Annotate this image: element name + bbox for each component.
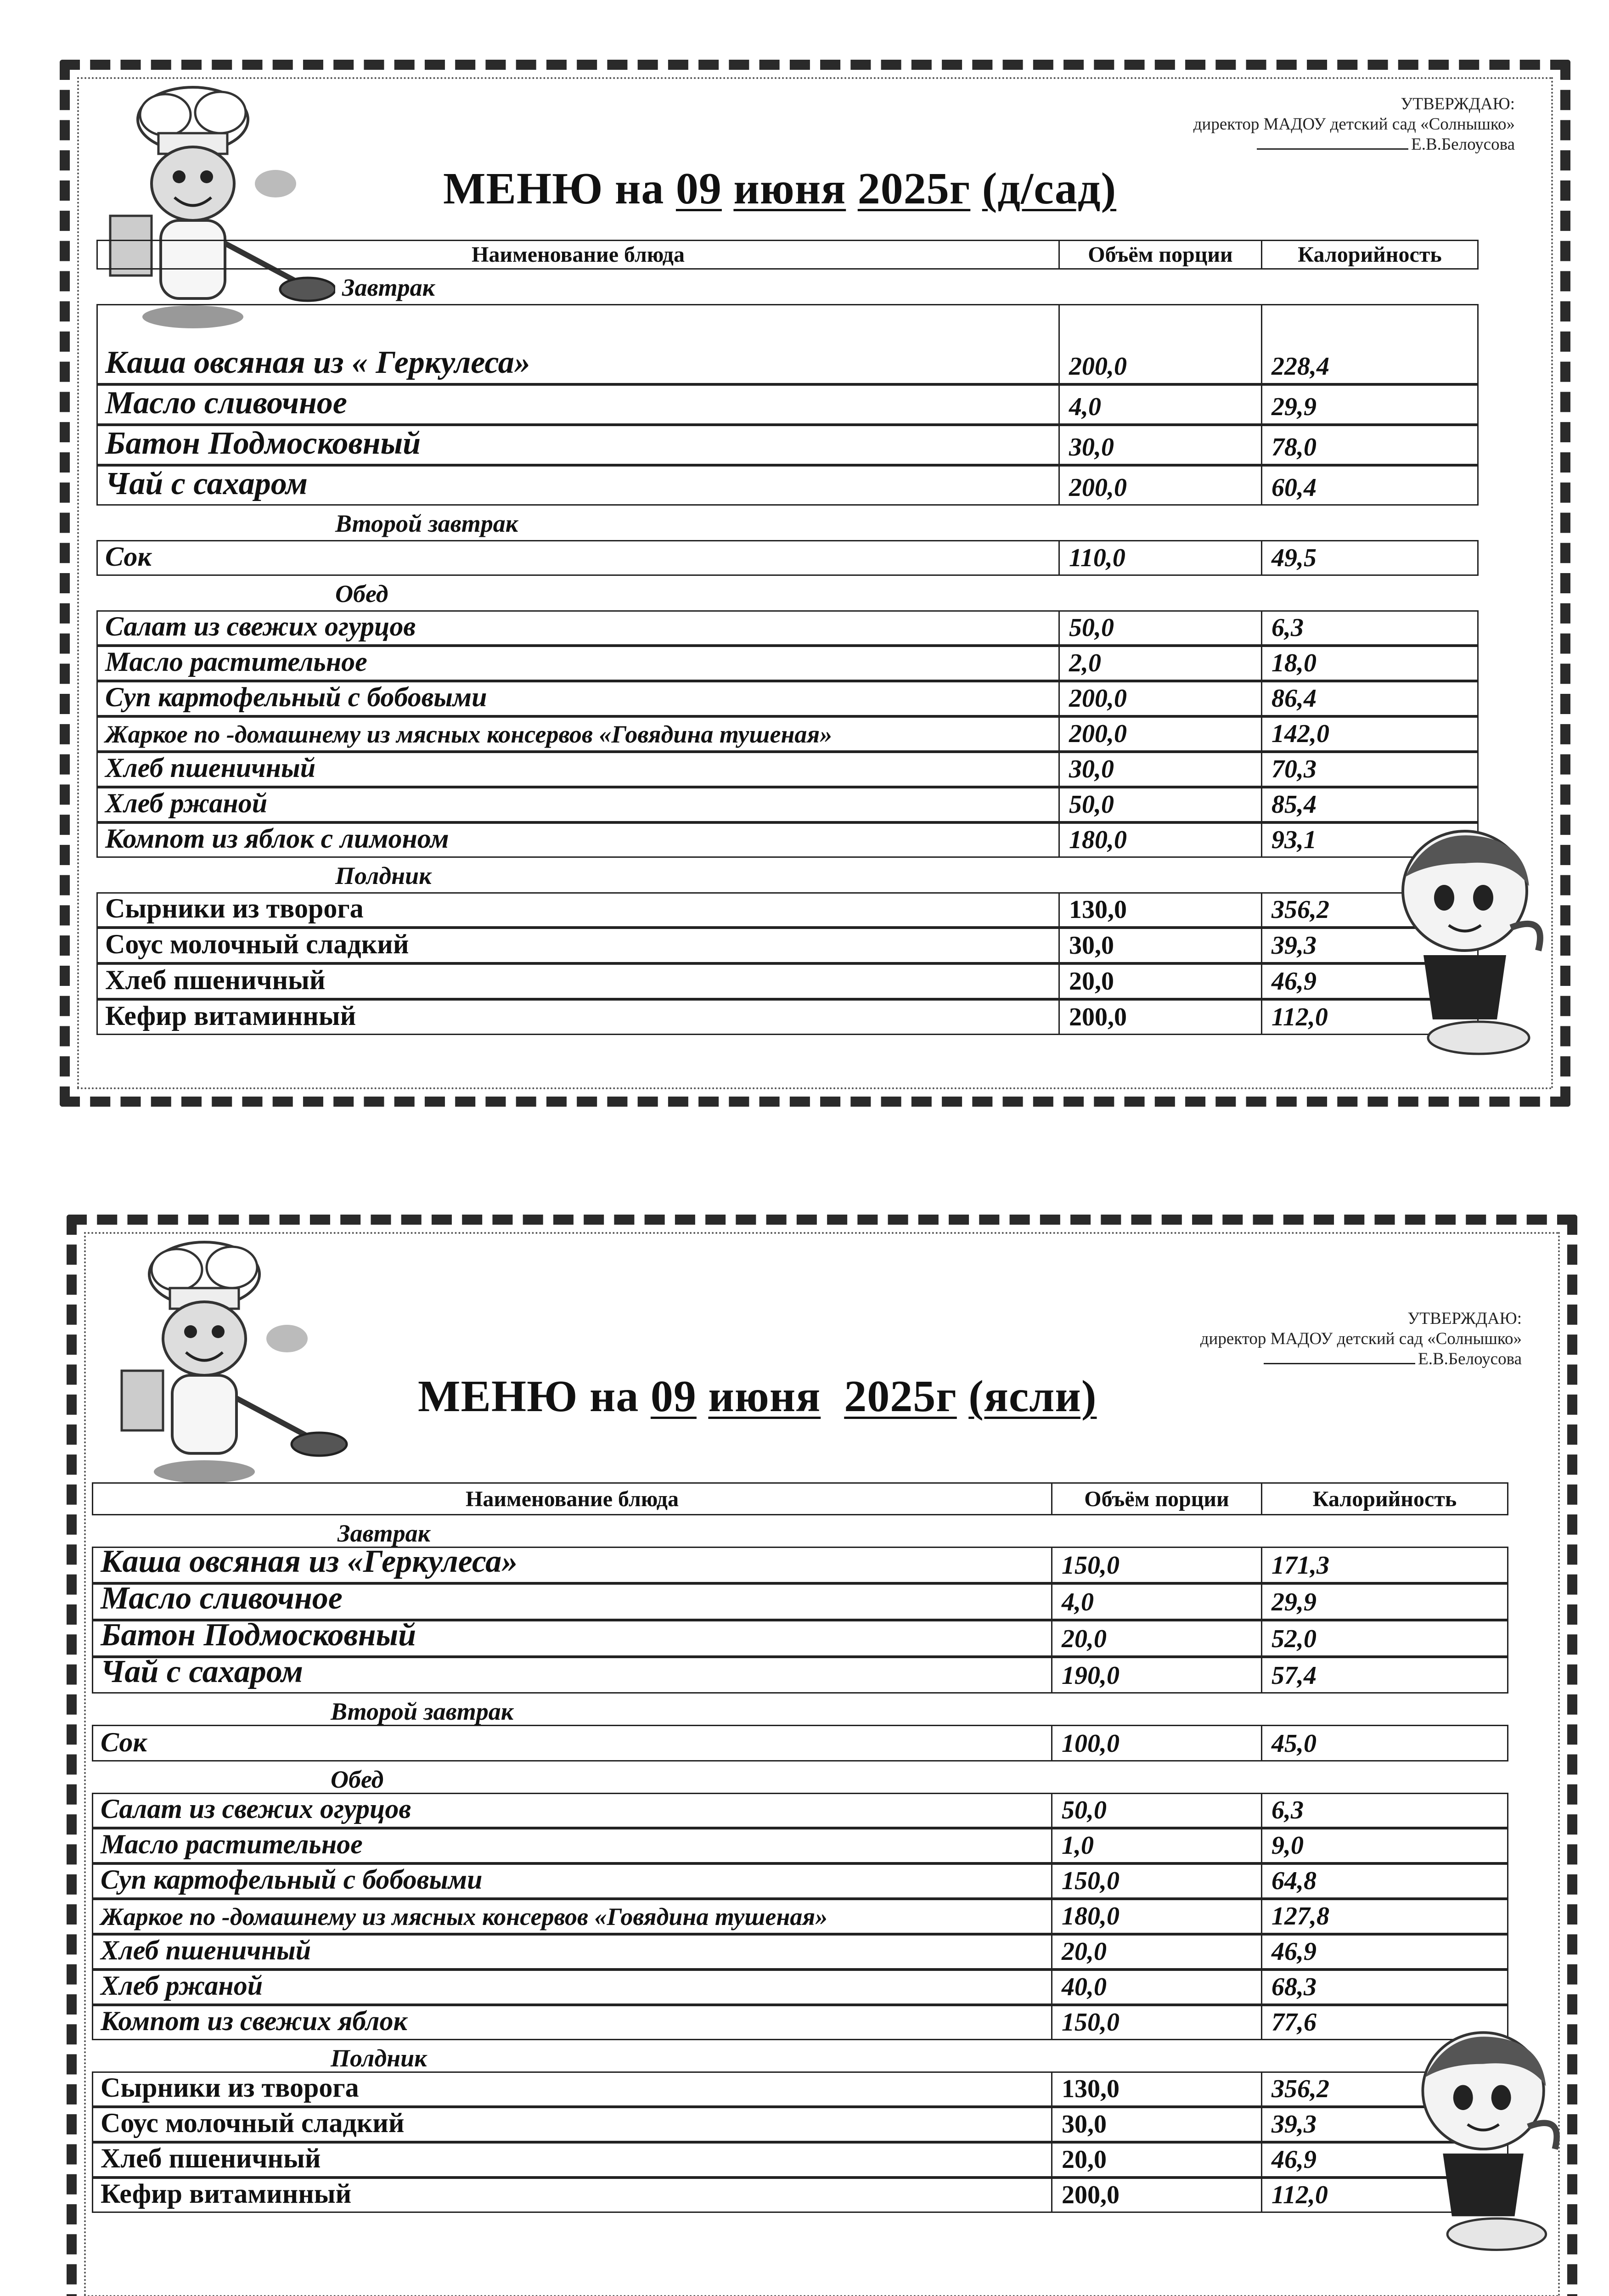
calories-value: 6,3 [1261,610,1479,646]
portion-value: 130,0 [1051,2071,1262,2107]
dish-name: Хлеб пшеничный [92,1934,1052,1970]
calories-value: 60,4 [1261,465,1479,506]
section-heading: Завтрак [342,274,435,301]
title-day: 09 [650,1372,697,1421]
approval-block [1200,1309,1522,1369]
dish-name: Сырники из творога [96,892,1060,928]
portion-value: 30,0 [1058,752,1262,787]
calories-value: 228,4 [1261,304,1479,384]
dish-name: Масло растительное [96,646,1060,681]
portion-value: 200,0 [1058,304,1262,384]
portion-value: 100,0 [1051,1725,1262,1761]
calories-value: 39,3 [1261,2107,1508,2142]
dish-name: Масло растительное [92,1828,1052,1863]
portion-value: 4,0 [1051,1583,1262,1620]
title-year: 2025г [844,1372,957,1421]
dish-name: Масло сливочное [96,384,1060,425]
section-heading: Полдник [335,862,432,889]
title-suffix: (д/сад) [982,164,1117,214]
portion-value: 200,0 [1058,681,1262,716]
portion-value: 110,0 [1058,540,1262,576]
title-month: июня [733,164,846,214]
dish-name: Хлеб ржаной [92,1970,1052,2005]
dish-name: Каша овсяная из « Геркулеса» [96,304,1060,384]
approval-position: директор МАДОУ детский сад «Солнышко» [1200,1329,1522,1348]
dish-name: Жаркое по -домашнему из мясных консервов «Говядина тушеная» [96,716,1060,752]
dish-name: Батон Подмосковный [96,425,1060,465]
chef-cook-icon [78,78,335,335]
dish-name: Сок [92,1725,1052,1761]
calories-value: 18,0 [1261,646,1479,681]
title-month: июня [708,1372,821,1421]
dish-name: Компот из яблок с лимоном [96,822,1060,858]
calories-value: 46,9 [1261,963,1479,999]
approval-heading: УТВЕРЖДАЮ: [1407,1309,1522,1328]
calories-value: 29,9 [1261,1583,1508,1620]
portion-value: 150,0 [1051,2005,1262,2040]
portion-value: 1,0 [1051,1828,1262,1863]
title-day: 09 [675,164,722,214]
portion-value: 4,0 [1058,384,1262,425]
portion-value: 20,0 [1051,2142,1262,2178]
calories-value: 57,4 [1261,1657,1508,1694]
dish-name: Сырники из творога [92,2071,1052,2107]
portion-value: 50,0 [1058,787,1262,822]
dish-name: Хлеб пшеничный [92,2142,1052,2178]
portion-value: 30,0 [1051,2107,1262,2142]
portion-value: 150,0 [1051,1547,1262,1583]
child-eating-icon [1373,822,1561,1079]
portion-value: 200,0 [1058,465,1262,506]
section-heading: Второй завтрак [331,1698,514,1725]
dish-name: Компот из свежих яблок [92,2005,1052,2040]
calories-value: 112,0 [1261,999,1479,1035]
calories-value: 39,3 [1261,928,1479,963]
calories-value: 171,3 [1261,1547,1508,1583]
portion-value: 130,0 [1058,892,1262,928]
dish-name: Чай с сахаром [92,1657,1052,1694]
calories-value: 49,5 [1261,540,1479,576]
portion-value: 20,0 [1058,963,1262,999]
calories-value: 77,6 [1261,2005,1508,2040]
title-suffix: (ясли) [968,1372,1097,1421]
column-header-calories: Калорийность [1261,1482,1508,1515]
dish-name: Хлеб пшеничный [96,963,1060,999]
dish-name: Суп картофельный с бобовыми [96,681,1060,716]
approval-position: директор МАДОУ детский сад «Солнышко» [1193,115,1515,134]
dish-name: Суп картофельный с бобовыми [92,1863,1052,1899]
column-header-calories: Калорийность [1261,240,1479,270]
dish-name: Каша овсяная из «Геркулеса» [92,1547,1052,1583]
calories-value: 356,2 [1261,892,1479,928]
portion-value: 30,0 [1058,928,1262,963]
dish-name: Салат из свежих огурцов [96,610,1060,646]
calories-value: 64,8 [1261,1863,1508,1899]
calories-value: 85,4 [1261,787,1479,822]
calories-value: 68,3 [1261,1970,1508,2005]
dish-name: Батон Подмосковный [92,1620,1052,1657]
portion-value: 190,0 [1051,1657,1262,1694]
portion-value: 180,0 [1058,822,1262,858]
section-heading: Обед [335,580,388,608]
column-header-dish: Наименование блюда [92,1482,1052,1515]
dish-name: Хлеб ржаной [96,787,1060,822]
calories-value: 142,0 [1261,716,1479,752]
approval-signature-line [1200,1349,1522,1369]
menu-sheet-nursery [0,1162,1609,2296]
portion-value: 150,0 [1051,1863,1262,1899]
calories-value: 127,8 [1261,1899,1508,1934]
calories-value: 52,0 [1261,1620,1508,1657]
calories-value: 112,0 [1261,2178,1508,2213]
approval-block [1193,94,1515,155]
page-title [418,1371,1097,1422]
signature-icon [1257,148,1408,150]
calories-value: 6,3 [1261,1793,1508,1828]
portion-value: 20,0 [1051,1934,1262,1970]
dish-name: Хлеб пшеничный [96,752,1060,787]
portion-value: 20,0 [1051,1620,1262,1657]
dish-name: Кефир витаминный [92,2178,1052,2213]
calories-value: 9,0 [1261,1828,1508,1863]
section-heading: Второй завтрак [335,510,518,537]
calories-value: 356,2 [1261,2071,1508,2107]
section-heading: Полдник [331,2044,427,2072]
portion-value: 50,0 [1058,610,1262,646]
calories-value: 46,9 [1261,2142,1508,2178]
portion-value: 200,0 [1058,716,1262,752]
chef-cook-icon [85,1233,351,1490]
column-header-portion: Объём порции [1051,1482,1262,1515]
calories-value: 78,0 [1261,425,1479,465]
approver-name: Е.В.Белоусова [1418,1350,1522,1368]
dish-name: Салат из свежих огурцов [92,1793,1052,1828]
dish-name: Соус молочный сладкий [96,928,1060,963]
dish-name: Соус молочный сладкий [92,2107,1052,2142]
dish-name: Масло сливочное [92,1583,1052,1620]
approval-heading: УТВЕРЖДАЮ: [1401,95,1515,113]
portion-value: 30,0 [1058,425,1262,465]
dish-name: Жаркое по -домашнему из мясных консервов «Говядина тушеная» [92,1899,1052,1934]
title-year: 2025г [857,164,971,214]
portion-value: 50,0 [1051,1793,1262,1828]
title-prefix: МЕНЮ на [443,164,664,214]
child-eating-icon [1394,2020,1577,2278]
column-header-portion: Объём порции [1058,240,1262,270]
signature-icon [1264,1363,1415,1364]
dish-name: Кефир витаминный [96,999,1060,1035]
section-heading: Завтрак [338,1519,430,1547]
page-title [443,163,1116,214]
calories-value: 70,3 [1261,752,1479,787]
dish-name: Сок [96,540,1060,576]
calories-value: 46,9 [1261,1934,1508,1970]
portion-value: 200,0 [1058,999,1262,1035]
approval-signature-line [1193,135,1515,155]
column-header-dish: Наименование блюда [96,240,1060,270]
portion-value: 2,0 [1058,646,1262,681]
approver-name: Е.В.Белоусова [1411,135,1515,154]
calories-value: 93,1 [1261,822,1479,858]
title-prefix: МЕНЮ на [418,1372,639,1421]
portion-value: 180,0 [1051,1899,1262,1934]
calories-value: 86,4 [1261,681,1479,716]
portion-value: 40,0 [1051,1970,1262,2005]
dish-name: Чай с сахаром [96,465,1060,506]
portion-value: 200,0 [1051,2178,1262,2213]
calories-value: 45,0 [1261,1725,1508,1761]
calories-value: 29,9 [1261,384,1479,425]
section-heading: Обед [331,1766,384,1793]
